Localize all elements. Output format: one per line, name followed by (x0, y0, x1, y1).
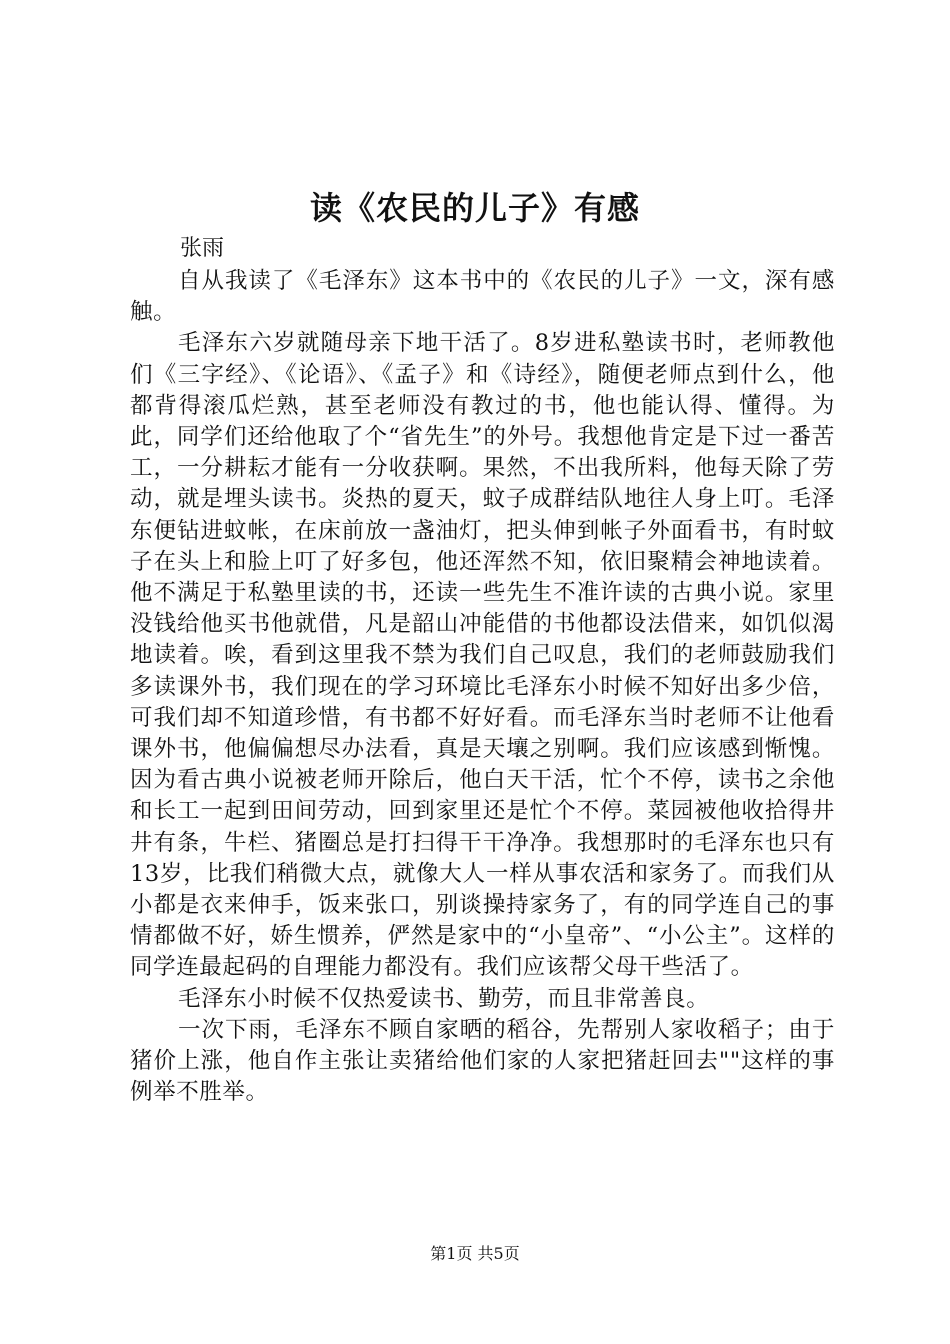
paragraph-kindness: 毛泽东小时候不仅热爱读书、勤劳，而且非常善良。 (178, 985, 710, 1012)
document-title: 读《农民的儿子》有感 (309, 189, 640, 227)
paragraph-main: 毛泽东六岁就随母亲下地干活了。8岁进私塾读书时，老师教他们《三字经》、《论语》、《孟子》和《诗经》，随便老师点到什么，他都背得滚瓜烂熟，甚至老师没有教过的书，他也能认得、懂得。为此，同学们还给他取了个“省先生”的外号。我想他肯定是下过一番苦工，一分耕耘才能有一分收获啊。果然，不出我所料，他每天除了劳动，就是埋头读书。炎热的夏天，蚊子成群结队地往人身上叮。毛泽东便钻进蚊帐，在床前放一盏油灯，把头伸到帐子外面看书，有时蚊子在头上和脸上叮了好多包，他还浑然不知，依旧聚精会神地读着。他不满足于私塾里读的书，还读一些先生不准许读的古典小说。家里没钱给他买书他就借，凡是韶山冲能借的书他都设法借来，如饥似渴地读着。唉，看到这里我不禁为我们自己叹息，我们的老师鼓励我们多读课外书，我们现在的学习环境比毛泽东小时候不知好出多少倍，可我们却不知道珍惜，有书都不好好看。而毛泽东当时老师不让他看课外书，他偏偏想尽办法看，真是天壤之别啊。我们应该感到惭愧。因为看古典小说被老师开除后，他白天干活，忙个不停，读书之余他和长工一起到田间劳动，回到家里还是忙个不停。菜园被他收拾得井井有条，牛栏、猪圈总是打扫得干干净净。我想那时的毛泽东也只有13岁，比我们稍微大点，就像大人一样从事农活和家务了。而我们从小都是衣来伸手，饭来张口，别谈操持家务了，有的同学连自己的事情都做不好，娇生惯养，俨然是家中的“小皇帝”、“小公主”。这样的同学连最起码的自理能力都没有。我们应该帮父母干些活了。 (130, 330, 835, 981)
document-body (130, 266, 835, 1108)
author-name: 张雨 (180, 236, 225, 261)
paragraph-intro: 自从我读了《毛泽东》这本书中的《农民的儿子》一文，深有感触。 (130, 268, 835, 326)
paragraph-example: 一次下雨，毛泽东不顾自家晒的稻谷，先帮别人家收稻子；由于猪价上涨，他自作主张让卖猪给他们家的人家把猪赶回去""这样的事例举不胜举。 (130, 1016, 835, 1106)
page-footer: 第1页 共5页 (430, 1244, 520, 1263)
